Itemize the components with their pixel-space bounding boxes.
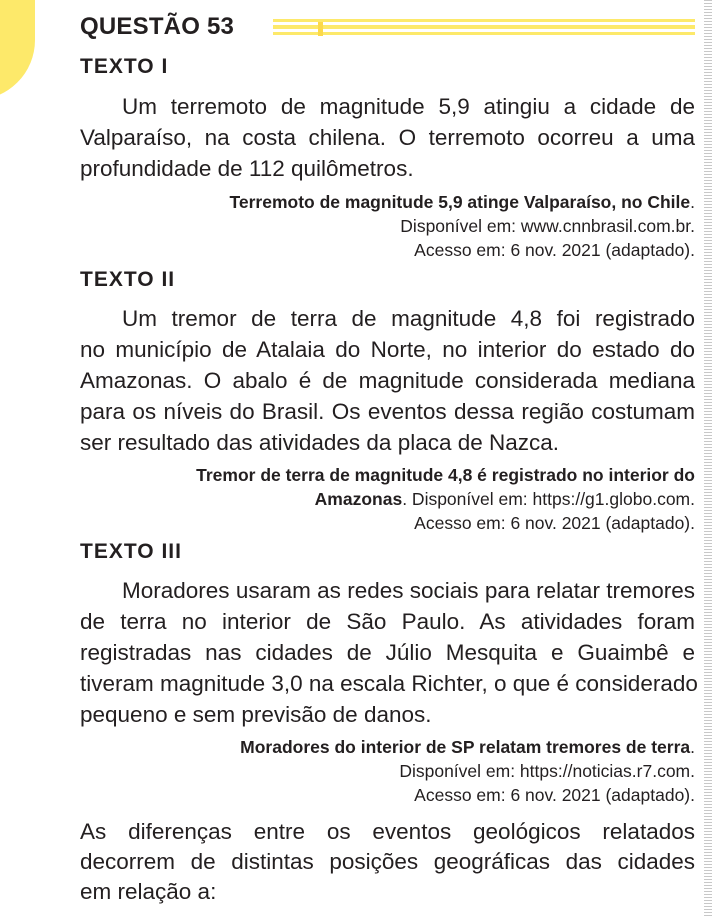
text-3-line: registradas nas cidades de Júlio Mesquita e Guaimbê e — [80, 640, 695, 665]
text-2-source-access: Acesso em: 6 nov. 2021 (adaptado). — [414, 513, 695, 533]
page-edge-pattern — [704, 0, 712, 918]
text-3-line: tiveram magnitude 3,0 na escala Richter, o que é considerado — [80, 671, 698, 696]
text-1-source-available: Disponível em: www.cnnbrasil.com.br. — [400, 216, 695, 236]
text-2-line: ser resultado das atividades da placa de Nazca. — [80, 430, 560, 455]
text-1-line: profundidade de 112 quilômetros. — [80, 156, 414, 181]
text-2-line: para os níveis do Brasil. Os eventos dessa região costumam — [80, 399, 695, 424]
text-2-source-title-b: Amazonas — [314, 489, 403, 509]
text-1-line: Um terremoto de magnitude 5,9 atingiu a cidade de — [122, 94, 695, 119]
text-3-line: Moradores usaram as redes sociais para relatar tremores — [122, 578, 695, 603]
text-3-source-access: Acesso em: 6 nov. 2021 (adaptado). — [414, 785, 695, 805]
text-2-source — [196, 463, 695, 535]
text-3-heading: TEXTO III — [80, 540, 182, 563]
text-3-line: pequeno e sem previsão de danos. — [80, 702, 432, 727]
text-3-body — [80, 575, 698, 730]
text-1-source-title: Terremoto de magnitude 5,9 atinge Valparaíso, no Chile — [229, 192, 691, 212]
text-1-source: Terremoto de magnitude 5,9 atinge Valparaíso, no Chile. Disponível em: www.cnnbrasil.com.br. Acesso em: 6 nov. 2021 (adaptado). — [229, 192, 695, 260]
text-1-line: Valparaíso, na costa chilena. O terremoto ocorreu a uma — [80, 125, 695, 150]
text-2-line: Amazonas. O abalo é de magnitude considerada mediana — [80, 368, 695, 393]
text-3-source-title: Moradores do interior de SP relatam tremores de terra — [240, 737, 691, 757]
text-2-heading: TEXTO II — [80, 268, 176, 291]
text-2-line: Um tremor de terra de magnitude 4,8 foi registrado — [122, 306, 695, 331]
text-1-heading: TEXTO I — [80, 55, 169, 78]
title-decorative-bar — [273, 17, 695, 39]
question-stem — [80, 817, 695, 907]
text-2-source-title-a: Tremor de terra de magnitude 4,8 é registrado no interior do — [196, 465, 695, 485]
text-1-source-access: Acesso em: 6 nov. 2021 (adaptado). — [414, 240, 695, 260]
text-3-line: de terra no interior de São Paulo. As atividades foram — [80, 609, 695, 634]
question-line: decorrem de distintas posições geográficas das cidades — [80, 849, 695, 874]
decorative-yellow-shape — [0, 0, 35, 100]
question-line: As diferenças entre os eventos geológicos relatados — [80, 819, 695, 844]
text-2-body — [80, 303, 695, 458]
question-line: em relação a: — [80, 879, 217, 904]
text-2-line: no município de Atalaia do Norte, no interior do estado do — [80, 337, 695, 362]
text-3-source-available: Disponível em: https://noticias.r7.com. — [399, 761, 695, 781]
question-title: QUESTÃO 53 — [80, 13, 235, 40]
text-1-body — [80, 91, 695, 184]
text-3-source: Moradores do interior de SP relatam tremores de terra. Disponível em: https://noticias.r7.com. Acesso em: 6 nov. 2021 (adaptado). — [240, 737, 695, 805]
text-2-source-available: . Disponível em: https://g1.globo.com. — [402, 489, 695, 509]
